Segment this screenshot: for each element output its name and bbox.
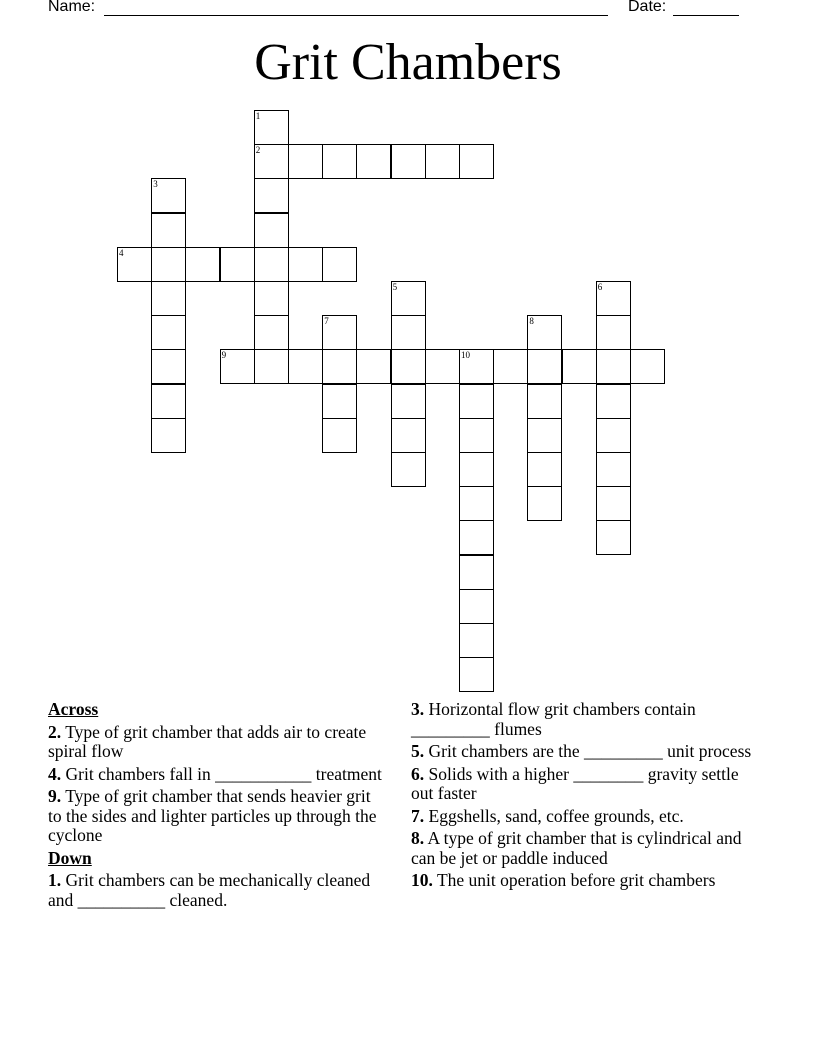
crossword-cell[interactable] xyxy=(391,315,426,350)
clue-text: Grit chambers can be mechanically cleaned and __________ cleaned. xyxy=(48,870,371,910)
crossword-cell[interactable] xyxy=(391,349,426,384)
crossword-cell[interactable] xyxy=(562,349,597,384)
crossword-cell[interactable] xyxy=(527,418,562,453)
crossword-cell[interactable] xyxy=(391,452,426,487)
cell-number: 3 xyxy=(153,179,158,190)
crossword-cell[interactable] xyxy=(254,349,289,384)
clue-text: Type of grit chamber that adds air to create spiral flow xyxy=(48,721,367,761)
crossword-cell[interactable] xyxy=(596,349,631,384)
clue-number: 3. xyxy=(411,699,425,719)
crossword-cell[interactable] xyxy=(391,281,426,316)
crossword-cell[interactable] xyxy=(322,144,357,179)
crossword-cell[interactable] xyxy=(322,349,357,384)
cell-number: 4 xyxy=(119,247,124,258)
clue-number: 7. xyxy=(411,805,425,826)
crossword-cell[interactable] xyxy=(391,384,426,419)
crossword-cell[interactable] xyxy=(425,144,460,179)
clue-number: 6. xyxy=(411,763,425,784)
crossword-cell[interactable] xyxy=(391,418,426,453)
clue-item xyxy=(411,700,756,739)
crossword-cell[interactable] xyxy=(527,349,562,384)
crossword-cell[interactable] xyxy=(151,247,186,282)
crossword-cell[interactable] xyxy=(254,110,289,145)
crossword-cell[interactable] xyxy=(459,486,494,521)
crossword-cell[interactable] xyxy=(527,384,562,419)
clue-text: Horizontal flow grit chambers contain _________ flumes xyxy=(411,699,696,739)
clue-number: 4. xyxy=(48,763,62,784)
clue-text: Grit chambers fall in ___________ treatment xyxy=(65,763,382,784)
clue-number: 2. xyxy=(48,721,62,742)
clue-number: 5. xyxy=(411,741,425,761)
crossword-cell[interactable] xyxy=(151,418,186,453)
crossword-cell[interactable] xyxy=(527,486,562,521)
crossword-cell[interactable] xyxy=(459,589,494,624)
crossword-cell[interactable] xyxy=(459,349,494,384)
crossword-cell[interactable] xyxy=(425,349,460,384)
clue-item xyxy=(48,723,388,762)
crossword-cell[interactable] xyxy=(459,623,494,658)
clue-text: Solids with a higher ________ gravity settle out faster xyxy=(411,763,739,803)
crossword-cell[interactable] xyxy=(117,247,152,282)
crossword-cell[interactable] xyxy=(596,418,631,453)
clue-item xyxy=(411,807,756,827)
crossword-cell[interactable] xyxy=(185,247,220,282)
clue-text: A type of grit chamber that is cylindrical and can be jet or paddle induced xyxy=(411,828,742,868)
crossword-cell[interactable] xyxy=(356,144,391,179)
across-clue-list xyxy=(48,723,388,846)
name-label: Name: xyxy=(48,0,96,15)
down-clue-list xyxy=(48,871,388,910)
down-heading: Down xyxy=(48,847,92,868)
cell-number: 6 xyxy=(597,282,603,292)
crossword-cell[interactable] xyxy=(459,555,494,590)
date-label: Date: xyxy=(628,0,667,15)
crossword-cell[interactable] xyxy=(254,247,289,282)
crossword-cell[interactable] xyxy=(459,144,494,179)
clue-item xyxy=(411,742,756,762)
across-heading: Across xyxy=(48,699,99,719)
crossword-cell[interactable] xyxy=(596,486,631,521)
crossword-cell[interactable] xyxy=(596,281,631,316)
crossword-cell[interactable] xyxy=(459,418,494,453)
clue-text: The unit operation before grit chambers xyxy=(436,870,716,890)
crossword-cell[interactable] xyxy=(322,315,357,350)
crossword-cell[interactable] xyxy=(459,452,494,487)
down-clue-list-continued xyxy=(411,700,756,891)
crossword-cell[interactable] xyxy=(254,144,289,179)
crossword-cell[interactable] xyxy=(220,349,255,384)
crossword-cell[interactable] xyxy=(151,281,186,316)
crossword-cell[interactable] xyxy=(630,349,665,384)
clue-text: Grit chambers are the _________ unit process xyxy=(428,741,752,761)
crossword-cell[interactable] xyxy=(459,657,494,692)
crossword-cell[interactable] xyxy=(527,315,562,350)
crossword-cell[interactable] xyxy=(151,315,186,350)
crossword-cell[interactable] xyxy=(288,144,323,179)
crossword-cell[interactable] xyxy=(493,349,528,384)
clue-number: 8. xyxy=(411,828,425,848)
crossword-cell[interactable] xyxy=(322,384,357,419)
crossword-cell[interactable] xyxy=(596,384,631,419)
crossword-cell[interactable] xyxy=(322,247,357,282)
clue-item xyxy=(48,765,388,785)
crossword-cell[interactable] xyxy=(596,315,631,350)
clue-item xyxy=(411,829,756,868)
crossword-cell[interactable] xyxy=(151,213,186,248)
crossword-cell[interactable] xyxy=(459,384,494,419)
crossword-cell[interactable] xyxy=(151,349,186,384)
crossword-cell[interactable] xyxy=(220,247,255,282)
crossword-cell[interactable] xyxy=(254,281,289,316)
clues-right-column xyxy=(411,700,756,894)
clue-item xyxy=(411,765,756,804)
crossword-cell[interactable] xyxy=(322,418,357,453)
crossword-cell[interactable] xyxy=(254,213,289,248)
cell-number: 5 xyxy=(392,282,398,292)
clues-left-column xyxy=(48,700,388,913)
clue-item xyxy=(411,871,756,891)
cell-number: 8 xyxy=(529,316,534,327)
clue-text: Eggshells, sand, coffee grounds, etc. xyxy=(428,805,684,826)
cell-number: 9 xyxy=(221,350,227,361)
cell-number: 10 xyxy=(461,350,470,361)
clue-number: 10. xyxy=(411,870,433,890)
cell-number: 1 xyxy=(255,111,261,121)
crossword-cell[interactable] xyxy=(151,384,186,419)
cell-number: 7 xyxy=(324,316,329,327)
crossword-cell[interactable] xyxy=(356,349,391,384)
crossword-cell[interactable] xyxy=(596,452,631,487)
cell-number: 2 xyxy=(255,145,261,156)
clue-number: 1. xyxy=(48,870,62,890)
clue-text: Type of grit chamber that sends heavier grit to the sides and lighter particles up through the cyclone xyxy=(48,786,377,845)
crossword-cell[interactable] xyxy=(596,520,631,555)
crossword-cell[interactable] xyxy=(527,452,562,487)
crossword-cell[interactable] xyxy=(288,349,323,384)
clue-item xyxy=(48,871,388,910)
crossword-cell[interactable] xyxy=(151,178,186,213)
clue-number: 9. xyxy=(48,786,62,806)
crossword-cell[interactable] xyxy=(254,178,289,213)
crossword-cell[interactable] xyxy=(254,315,289,350)
crossword-cell[interactable] xyxy=(391,144,426,179)
crossword-cell[interactable] xyxy=(288,247,323,282)
clue-item xyxy=(48,787,388,846)
page-title: Grit Chambers xyxy=(254,34,562,91)
crossword-cell[interactable] xyxy=(459,520,494,555)
